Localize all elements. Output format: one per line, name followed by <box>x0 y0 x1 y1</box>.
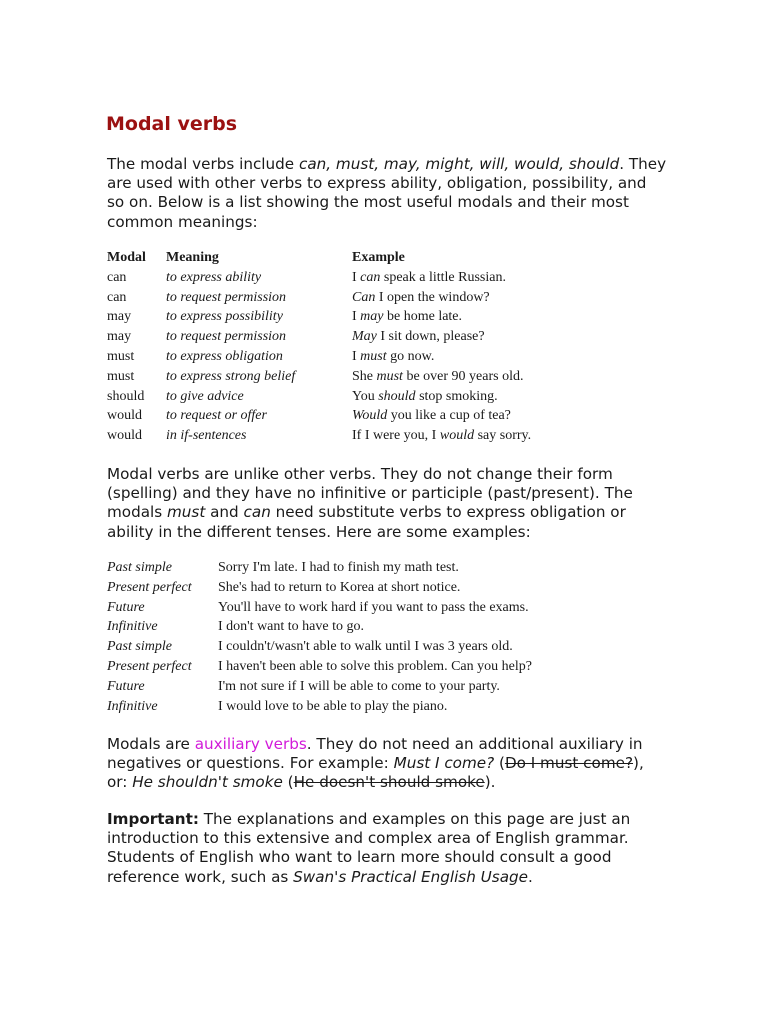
column-header-meaning: Meaning <box>166 250 219 265</box>
example-cell <box>352 327 531 347</box>
modals-table-row <box>107 426 531 446</box>
tense-example-cell: You'll have to work hard if you want to pass the exams. <box>218 599 529 615</box>
example-text: I open the window? <box>375 289 490 305</box>
tense-example-cell: Sorry I'm late. I had to finish my math test. <box>218 560 459 575</box>
intro-text-continued: . They are used with other verbs to express ability, obligation, possibility, and so on. Below is a list showing the most useful modals and their most common meanings: <box>107 155 667 231</box>
modal-cell: should <box>107 388 145 404</box>
paragraph-text: ( <box>282 773 294 792</box>
tense-cell: Past simple <box>107 639 172 655</box>
example-cell <box>352 347 531 367</box>
tense-cell: Infinitive <box>107 619 158 635</box>
auxiliary-verbs-link[interactable]: auxiliary verbs <box>194 735 307 753</box>
modal-verbs-list: can, must, may, might, will, would, should <box>298 155 620 173</box>
meaning-cell: to express possibility <box>166 309 283 325</box>
paragraph-text: Modals are <box>107 735 195 753</box>
example-text: I sit down, please? <box>376 329 485 345</box>
example-he-shouldnt-smoke: He shouldn't smoke <box>132 773 283 792</box>
italic-must: must <box>167 503 206 522</box>
modals-table <box>107 248 531 446</box>
example-text: speak a little Russian. <box>380 269 506 285</box>
incorrect-example-1: Do I must come? <box>504 754 634 773</box>
example-cell <box>352 307 531 327</box>
modals-table-row <box>107 327 531 347</box>
tense-cell: Future <box>107 599 145 615</box>
modals-table-row <box>107 268 531 288</box>
tense-cell: Future <box>107 678 145 694</box>
tense-cell: Infinitive <box>107 698 158 714</box>
example-modal-word: can <box>360 269 381 285</box>
tense-cell: Past simple <box>107 560 172 575</box>
example-modal-word: Would <box>352 408 388 424</box>
meaning-cell: to express ability <box>166 269 262 285</box>
tenses-table-row <box>107 697 532 717</box>
example-cell <box>352 426 531 446</box>
example-text: I <box>352 309 361 325</box>
example-text: I <box>352 269 361 285</box>
example-text: be over 90 years old. <box>402 368 524 384</box>
example-modal-word: must <box>376 368 403 384</box>
tenses-table-row <box>107 558 532 578</box>
meaning-cell: to request permission <box>166 329 287 345</box>
modals-table-row <box>107 387 531 407</box>
tenses-table-row <box>107 657 532 677</box>
tense-example-cell: I haven't been able to solve this problem. Can you help? <box>218 658 532 674</box>
example-text: I <box>352 348 361 364</box>
meaning-cell: to express obligation <box>166 348 283 364</box>
tenses-table-row <box>107 578 532 598</box>
modals-table-row <box>107 367 531 387</box>
example-text: You <box>352 388 379 404</box>
modal-cell: can <box>107 289 127 305</box>
example-text: go now. <box>386 348 435 364</box>
example-text: She <box>352 368 377 384</box>
book-title: Swan's Practical English Usage <box>293 867 528 886</box>
example-cell <box>352 268 531 288</box>
example-text: If I were you, I <box>352 428 440 444</box>
modal-cell: would <box>107 408 142 424</box>
modals-table-row <box>107 347 531 367</box>
tenses-table-row <box>107 677 532 697</box>
example-cell <box>352 406 531 426</box>
modals-table-row <box>107 307 531 327</box>
column-header-modal: Modal <box>107 250 146 265</box>
tense-example-cell: I don't want to have to go. <box>218 619 364 635</box>
intro-paragraph <box>107 155 667 232</box>
page-title: Modal verbs <box>106 113 238 135</box>
column-header-example: Example <box>352 250 405 265</box>
example-text: stop smoking. <box>415 388 498 404</box>
incorrect-example-2: He doesn't should smoke <box>293 773 485 792</box>
example-text: say sorry. <box>474 428 532 444</box>
paragraph-text: The explanations and examples on this page are just an introduction to this extensive and complex area of English grammar. Students of English who want to learn more should consult a good reference work, such as <box>107 810 631 886</box>
italic-can: can <box>243 503 271 522</box>
example-modal-word: should <box>378 388 416 404</box>
intro-text: The modal verbs include <box>107 155 299 173</box>
modals-table-header <box>107 248 531 268</box>
example-text: be home late. <box>383 309 463 325</box>
example-modal-word: must <box>360 348 387 364</box>
meaning-cell: to express strong belief <box>166 368 296 384</box>
modal-cell: may <box>107 329 132 345</box>
tenses-table-row <box>107 637 532 657</box>
tense-example-cell: I would love to be able to play the piano. <box>218 698 448 714</box>
example-text: you like a cup of tea? <box>387 408 511 424</box>
modal-cell: can <box>107 269 127 285</box>
paragraph-text: ( <box>494 754 505 773</box>
meaning-cell: to give advice <box>166 388 244 404</box>
meaning-cell: to request or offer <box>166 408 267 424</box>
example-modal-word: Can <box>352 289 376 305</box>
paragraph-text: . They do not need an additional auxiliary in negatives or questions. For example: <box>107 735 643 773</box>
important-label: Important: <box>107 810 199 828</box>
example-cell <box>352 288 531 308</box>
paragraph-text: Modal verbs are unlike other verbs. They do not change their form (spelling) and they have no infinitive or participle (past/present). The modals <box>107 465 633 522</box>
tense-example-cell: I'm not sure if I will be able to come to your party. <box>218 678 500 694</box>
paragraph-text: and <box>205 503 244 522</box>
paragraph-text: ). <box>484 773 496 792</box>
paragraph-text: . <box>528 867 533 886</box>
example-modal-word: May <box>352 329 377 345</box>
paragraph-text: need substitute verbs to express obligation or ability in the different tenses. Here are some examples: <box>107 503 626 541</box>
tenses-table-row <box>107 598 532 618</box>
important-paragraph <box>107 810 667 887</box>
tense-example-cell: She's had to return to Korea at short notice. <box>218 579 461 595</box>
modals-table-row <box>107 288 531 308</box>
example-modal-word: would <box>439 428 475 444</box>
example-modal-word: may <box>360 309 384 325</box>
modal-cell: may <box>107 309 132 325</box>
meaning-cell: in if-sentences <box>166 428 247 444</box>
meaning-cell: to request permission <box>166 289 287 305</box>
modal-cell: would <box>107 428 142 444</box>
modal-cell: must <box>107 348 135 364</box>
paragraph-text: ), or: <box>107 754 644 792</box>
tenses-table <box>107 558 532 716</box>
tense-cell: Present perfect <box>107 658 192 674</box>
example-must-i-come: Must I come? <box>393 754 495 773</box>
tense-cell: Present perfect <box>107 579 192 595</box>
auxiliary-paragraph <box>107 735 667 793</box>
tenses-table-row <box>107 617 532 637</box>
example-cell <box>352 387 531 407</box>
tense-example-cell: I couldn't/wasn't able to walk until I was 3 years old. <box>218 639 513 655</box>
example-cell <box>352 367 531 387</box>
modal-cell: must <box>107 368 135 384</box>
modals-table-row <box>107 406 531 426</box>
substitute-verbs-paragraph <box>107 465 667 542</box>
